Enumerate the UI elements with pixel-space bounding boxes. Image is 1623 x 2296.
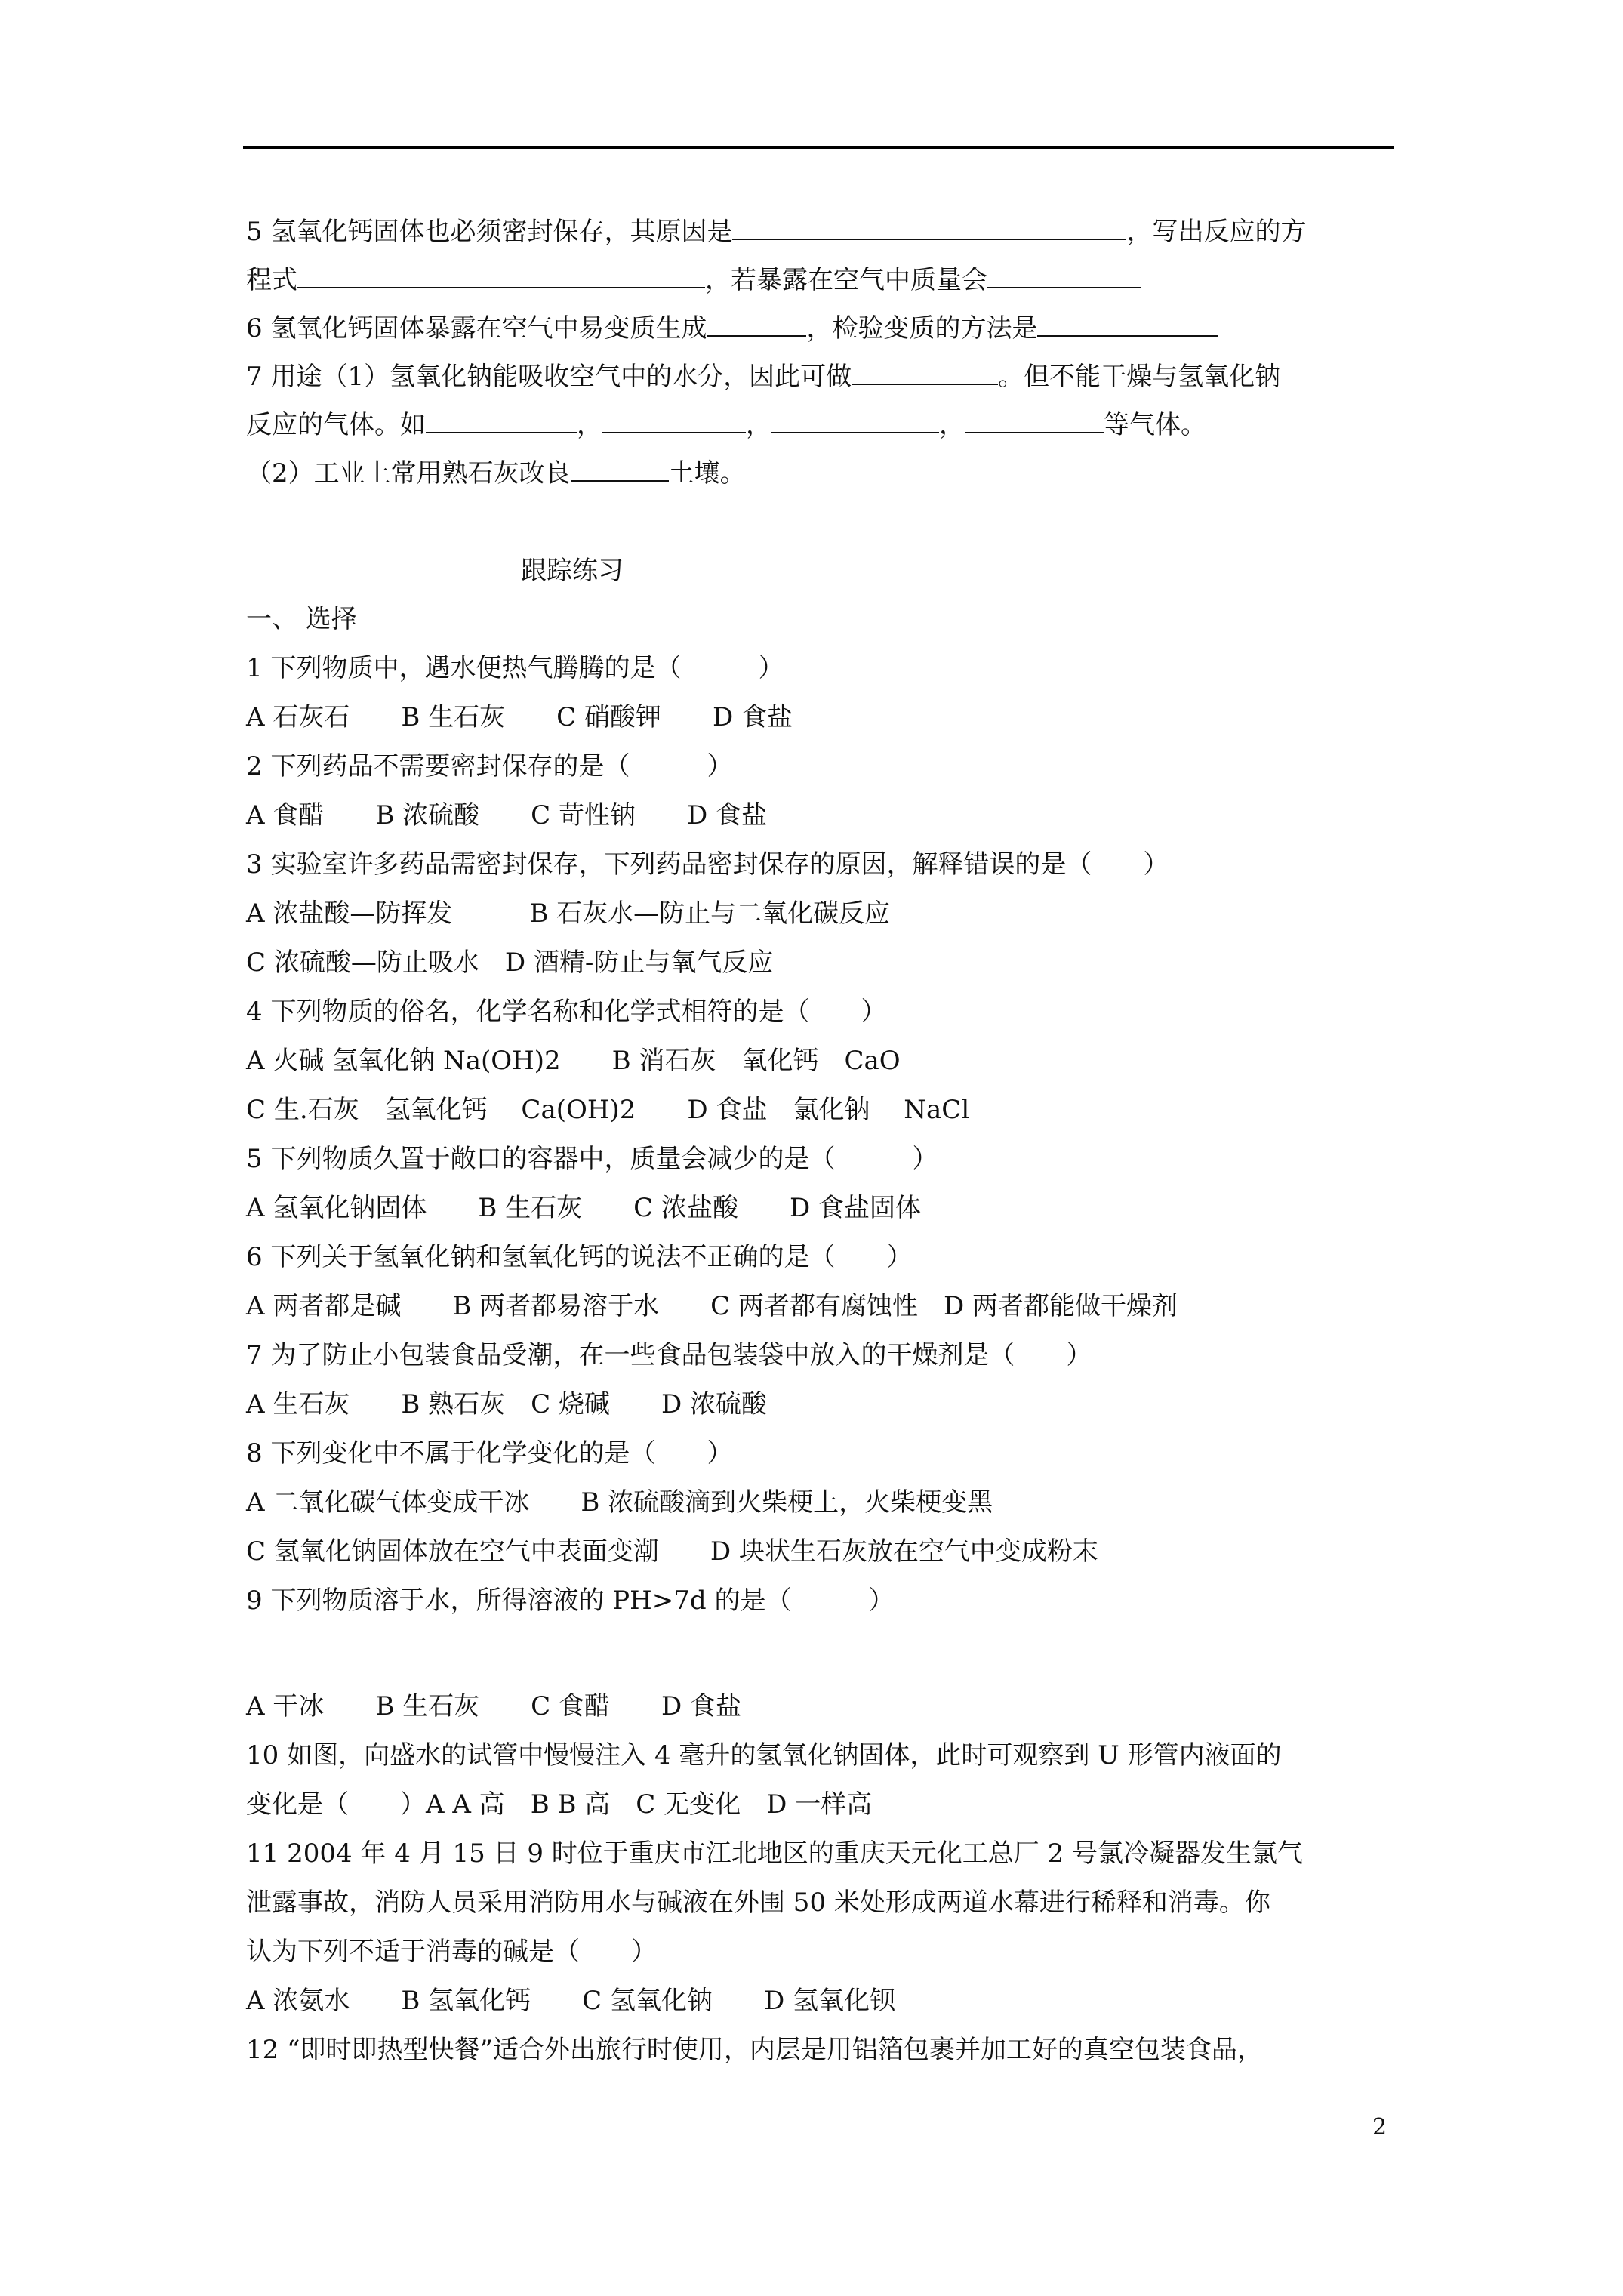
choice-line: A 火碱 氢氧化钠 Na(OH)2 B 消石灰 氧化钙 CaO bbox=[246, 1046, 901, 1076]
header-rule bbox=[243, 146, 1394, 149]
choice-line: A 浓氨水 B 氢氧化钙 C 氢氧化钠 D 氢氧化钡 bbox=[246, 1986, 896, 2016]
q5-text-a: 5 氢氧化钙固体也必须密封保存，其原因是 bbox=[246, 217, 733, 247]
choice-line: C 浓硫酸—防止吸水 D 酒精-防止与氧气反应 bbox=[246, 948, 774, 978]
answer-blank[interactable] bbox=[426, 406, 577, 433]
question-line: 7 为了防止小包装食品受潮，在一些食品包装袋中放入的干燥剂是（ ） bbox=[246, 1340, 1092, 1370]
choice-line: A 两者都是碱 B 两者都易溶于水 C 两者都有腐蚀性 D 两者都能做干燥剂 bbox=[246, 1291, 1178, 1321]
question-line: 6 下列关于氢氧化钠和氢氧化钙的说法不正确的是（ ） bbox=[246, 1242, 913, 1272]
part-title: 一、 选择 bbox=[246, 604, 357, 634]
question-line: 1 下列物质中，遇水便热气腾腾的是（ ） bbox=[246, 653, 784, 683]
question-line: 8 下列变化中不属于化学变化的是（ ） bbox=[246, 1438, 733, 1469]
section-title: 跟踪练习 bbox=[521, 556, 624, 586]
q6-text-b: ，检验变质的方法是 bbox=[806, 313, 1038, 344]
fill-in-q7-line3 bbox=[246, 455, 746, 488]
q7-text-d: 等气体。 bbox=[1104, 410, 1206, 440]
answer-blank[interactable] bbox=[571, 455, 669, 482]
answer-blank[interactable] bbox=[852, 358, 998, 385]
separator: ， bbox=[577, 410, 602, 440]
fill-in-q7-line2 bbox=[246, 406, 1206, 440]
choice-line: A 食醋 B 浓硫酸 C 苛性钠 D 食盐 bbox=[246, 800, 768, 831]
question-line: 5 下列物质久置于敞口的容器中，质量会减少的是（ ） bbox=[246, 1144, 938, 1174]
answer-blank[interactable] bbox=[732, 213, 1126, 240]
q7-text-a: 7 用途（1）氢氧化钠能吸收空气中的水分，因此可做 bbox=[246, 362, 852, 392]
fill-in-q5-line2 bbox=[246, 261, 1141, 295]
q7-text-f: 土壤。 bbox=[668, 458, 746, 488]
question-line: 3 实验室许多药品需密封保存，下列药品密封保存的原因，解释错误的是（ ） bbox=[246, 849, 1169, 880]
choice-line: C 氢氧化钠固体放在空气中表面变潮 D 块状生石灰放在空气中变成粉末 bbox=[246, 1536, 1098, 1567]
q5-text-b: ，写出反应的方 bbox=[1126, 217, 1307, 247]
question-line: 4 下列物质的俗名，化学名称和化学式相符的是（ ） bbox=[246, 997, 887, 1027]
choice-line: A 生石灰 B 熟石灰 C 烧碱 D 浓硫酸 bbox=[246, 1389, 768, 1419]
separator: ， bbox=[939, 410, 965, 440]
answer-blank[interactable] bbox=[1037, 310, 1218, 337]
q7-text-b: 。但不能干燥与氢氧化钠 bbox=[998, 362, 1281, 392]
answer-blank[interactable] bbox=[707, 310, 806, 337]
fill-in-q5-line1 bbox=[246, 213, 1306, 247]
q7-text-c: 反应的气体。如 bbox=[246, 410, 426, 440]
answer-blank[interactable] bbox=[602, 406, 746, 433]
fill-in-q6 bbox=[246, 310, 1218, 344]
fill-in-q7-line1 bbox=[246, 358, 1280, 392]
q7-text-e: （2）工业上常用熟石灰改良 bbox=[246, 458, 571, 488]
question-line: 9 下列物质溶于水，所得溶液的 PH>7d 的是（ ） bbox=[246, 1586, 895, 1616]
answer-blank[interactable] bbox=[771, 406, 939, 433]
question-line: 10 如图，向盛水的试管中慢慢注入 4 毫升的氢氧化钠固体，此时可观察到 U 形管内液面的 bbox=[246, 1740, 1282, 1771]
separator: ， bbox=[746, 410, 771, 440]
choice-line: A 浓盐酸—防挥发 B 石灰水—防止与二氧化碳反应 bbox=[246, 898, 891, 929]
page-number: 2 bbox=[1372, 2114, 1387, 2140]
question-line: 12 “即时即热型快餐”适合外出旅行时使用，内层是用铝箔包裹并加工好的真空包装食品， bbox=[246, 2035, 1263, 2065]
q5-text-c: 程式 bbox=[246, 265, 297, 295]
answer-blank[interactable] bbox=[297, 261, 705, 288]
question-line: 变化是（ ）A A 高 B B 高 C 无变化 D 一样高 bbox=[246, 1789, 873, 1820]
question-line: 2 下列药品不需要密封保存的是（ ） bbox=[246, 751, 733, 781]
choice-line: A 石灰石 B 生石灰 C 硝酸钾 D 食盐 bbox=[246, 702, 793, 732]
answer-blank[interactable] bbox=[987, 261, 1141, 288]
choice-line: A 干冰 B 生石灰 C 食醋 D 食盐 bbox=[246, 1691, 742, 1721]
question-line: 11 2004 年 4 月 15 日 9 时位于重庆市江北地区的重庆天元化工总厂 2 号氯冷凝器发生氯气 bbox=[246, 1838, 1304, 1869]
answer-blank[interactable] bbox=[965, 406, 1104, 433]
question-line: 泄露事故，消防人员采用消防用水与碱液在外围 50 米处形成两道水幕进行稀释和消毒。你 bbox=[246, 1888, 1270, 1918]
choice-line: A 二氧化碳气体变成干冰 B 浓硫酸滴到火柴梗上，火柴梗变黑 bbox=[246, 1487, 993, 1518]
q5-text-d: ，若暴露在空气中质量会 bbox=[705, 265, 987, 295]
q6-text-a: 6 氢氧化钙固体暴露在空气中易变质生成 bbox=[246, 313, 707, 344]
choice-line: A 氢氧化钠固体 B 生石灰 C 浓盐酸 D 食盐固体 bbox=[246, 1193, 922, 1223]
question-line: 认为下列不适于消毒的碱是（ ） bbox=[246, 1937, 657, 1967]
choice-line: C 生.石灰 氢氧化钙 Ca(OH)2 D 食盐 氯化钠 NaCl bbox=[246, 1095, 970, 1125]
